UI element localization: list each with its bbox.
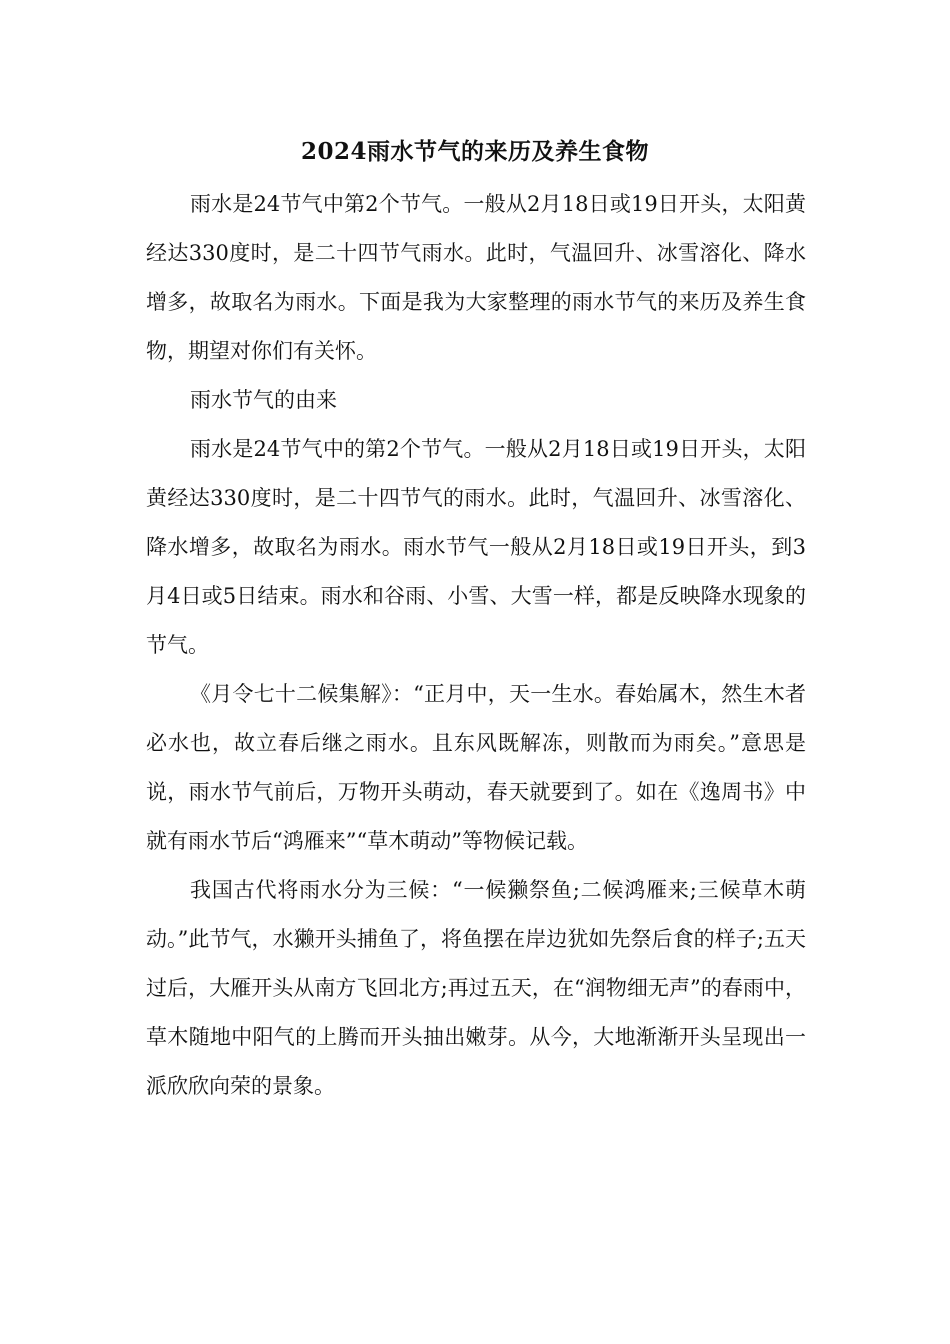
intro-paragraph: 雨水是24节气中第2个节气。一般从2月18日或19日开头，太阳黄经达330度时，是二十四节气雨水。此时，气温回升、冰雪溶化、降水增多，故取名为雨水。下面是我为大家整理的雨水节气的来历及养生食物，期望对你们有关怀。 (146, 192, 806, 363)
quote-paragraph: 《月令七十二候集解》：“正月中，天一生水。春始属木，然生木者必水也，故立春后继之雨水。且东风既解冻，则散而为雨矣。”意思是说，雨水节气前后，万物开头萌动，春天就要到了。如在《逸周书》中就有雨水节后“鸿雁来”“草木萌动”等物候记载。 (146, 682, 806, 853)
section-heading: 雨水节气的由来 (190, 388, 337, 412)
origin-paragraph: 雨水是24节气中的第2个节气。一般从2月18日或19日开头，太阳黄经达330度时，是二十四节气的雨水。此时，气温回升、冰雪溶化、降水增多，故取名为雨水。雨水节气一般从2月18日或19日开头，到3月4日或5日结束。雨水和谷雨、小雪、大雪一样，都是反映降水现象的节气。 (146, 437, 806, 657)
document-title: 2024雨水节气的来历及养生食物 (300, 138, 649, 165)
three-phases-paragraph: 我国古代将雨水分为三候：“一候獭祭鱼;二候鸿雁来;三候草木萌动。”此节气，水獭开头捕鱼了，将鱼摆在岸边犹如先祭后食的样子;五天过后，大雁开头从南方飞回北方;再过五天，在“润物细无声”的春雨中，草木随地中阳气的上腾而开头抽出嫩芽。从今，大地渐渐开头呈现出一派欣欣向荣的景象。 (146, 878, 806, 1098)
document-body (146, 180, 806, 1111)
